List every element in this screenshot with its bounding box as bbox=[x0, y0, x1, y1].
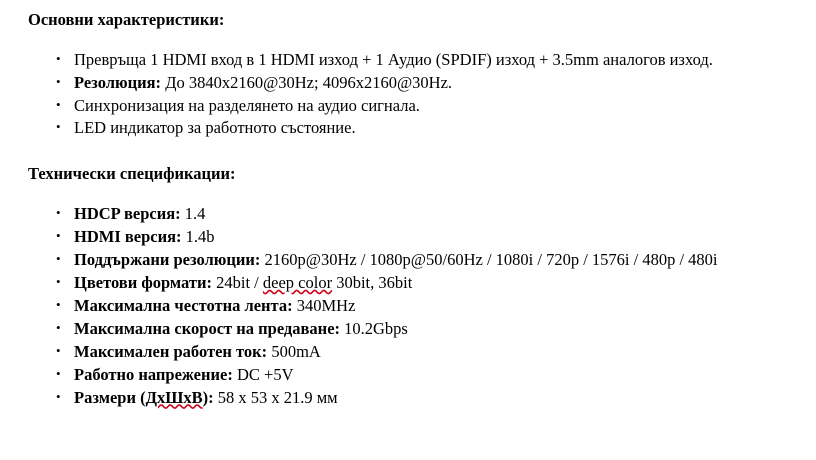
list-item-text: 1.4 bbox=[184, 204, 206, 223]
spacer bbox=[28, 140, 788, 164]
list-item bbox=[28, 318, 788, 340]
list-item bbox=[28, 249, 788, 271]
spacer bbox=[28, 35, 788, 49]
list-item-text: Превръща 1 HDMI вход в 1 HDMI изход + 1 Аудио (SPDIF) изход + 3.5mm аналогов изход. bbox=[74, 49, 713, 69]
list-item-text: 340MHz bbox=[296, 295, 356, 315]
section-heading-features: Основни характеристики: bbox=[28, 10, 225, 29]
list-item-label: Поддържани резолюции: bbox=[74, 249, 261, 269]
list-item-label: Цветови формати: bbox=[74, 272, 212, 292]
list-item-label: Размери (ДхШхВ): bbox=[74, 387, 214, 407]
list-item-label: HDCP версия: bbox=[74, 204, 181, 223]
list-item bbox=[28, 95, 788, 117]
list-item-text: 10.2Gbps bbox=[344, 318, 408, 338]
list-item bbox=[28, 387, 788, 409]
list-item bbox=[28, 49, 788, 71]
list-item-label: Работно напрежение: bbox=[74, 364, 233, 384]
list-item bbox=[28, 117, 788, 139]
list-item-label: Максимална честотна лента: bbox=[74, 295, 293, 315]
list-item-text: До 3840x2160@30Hz; 4096x2160@30Hz. bbox=[165, 72, 453, 92]
specs-list bbox=[28, 203, 788, 408]
list-item bbox=[28, 226, 788, 248]
list-item bbox=[28, 341, 788, 363]
list-item bbox=[28, 203, 788, 225]
list-item-text: 500mA bbox=[271, 341, 321, 361]
features-list bbox=[28, 49, 788, 140]
misspelled-word: ДхШхВ bbox=[145, 387, 203, 407]
list-item-text: LED индикатор за работното състояние. bbox=[74, 118, 356, 138]
list-item-text: 1.4b bbox=[185, 226, 215, 246]
list-item-label: HDMI версия: bbox=[74, 226, 182, 246]
list-item-text: Синхронизация на разделянето на аудио сигнала. bbox=[74, 95, 420, 115]
list-item bbox=[28, 72, 788, 94]
section-heading-specs: Технически спецификации: bbox=[28, 164, 236, 184]
list-item-label: Максимална скорост на предаване: bbox=[74, 318, 341, 338]
list-item-text: 2160p@30Hz / 1080p@50/60Hz / 1080i / 720p / 1576i / 480p / 480i bbox=[264, 249, 718, 269]
spacer bbox=[28, 189, 788, 203]
misspelled-word: deep color bbox=[262, 272, 333, 292]
list-item-text: 24bit / deep color 30bit, 36bit bbox=[216, 272, 413, 292]
list-item-text: DC +5V bbox=[236, 364, 294, 384]
list-item bbox=[28, 295, 788, 317]
list-item-label: Максимален работен ток: bbox=[74, 341, 268, 361]
list-item-label: Резолюция: bbox=[74, 72, 162, 92]
list-item bbox=[28, 364, 788, 386]
list-item bbox=[28, 272, 788, 294]
list-item-text: 58 x 53 x 21.9 мм bbox=[217, 387, 338, 407]
